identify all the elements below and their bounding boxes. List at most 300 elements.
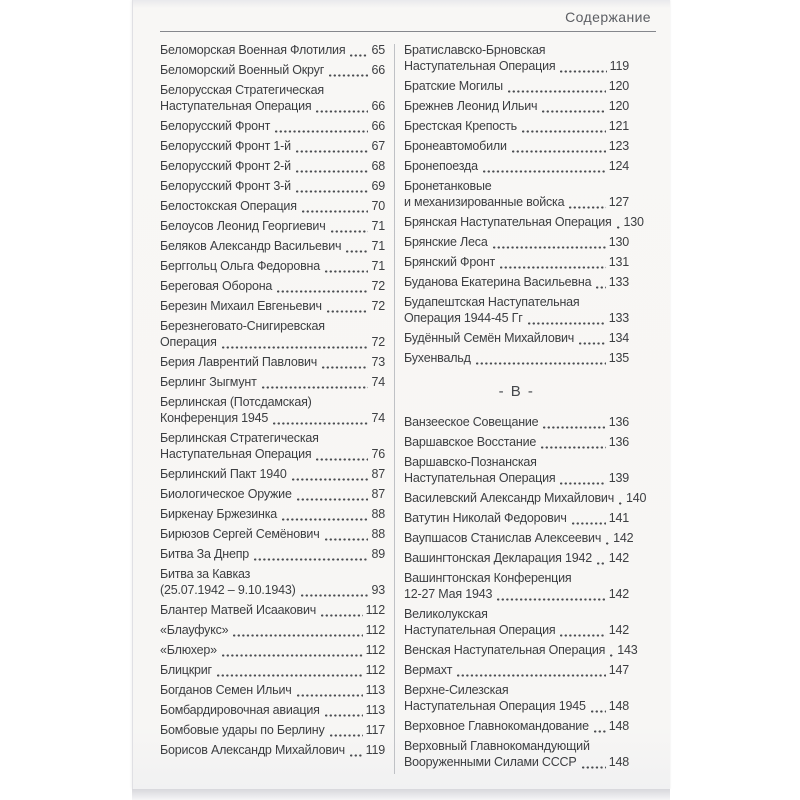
toc-entry [160,62,385,78]
toc-entry-page: 139 [608,471,629,485]
toc-entry [404,606,629,638]
toc-entry-page: 73 [371,355,385,369]
toc-entry [404,330,629,346]
toc-entry-lastline [160,622,385,638]
toc-entry-lastline [160,642,385,658]
toc-entry [160,198,385,214]
dot-leader [346,250,368,253]
dot-leader [327,310,369,313]
toc-entry-lastline [160,486,385,502]
toc-entry [404,78,629,94]
toc-entry-page: 120 [608,99,629,113]
toc-entry-title: Будённый Семён Михайлович [404,331,575,345]
toc-entry-page: 66 [371,119,385,133]
toc-entry-page: 142 [608,551,629,565]
dot-leader [262,386,369,389]
toc-entry-title: Варшавское Восстание [404,435,537,449]
toc-entry-title: Белорусский Фронт 2-й [160,159,291,173]
toc-entry-title: Вермахт [404,663,453,677]
toc-entry-page: 135 [608,351,629,365]
toc-entry [404,234,629,250]
toc-entry-page: 74 [371,375,385,389]
dot-leader [325,538,369,541]
toc-entry-title: Брянские Леса [404,235,488,249]
toc-entry-title: Беломорский Военный Округ [160,63,325,77]
toc-entry-lastline [404,158,629,174]
toc-entry [160,318,385,350]
toc-entry-page: 88 [371,527,385,541]
toc-entry-lastline [160,334,385,350]
toc-entry-page: 65 [371,43,385,57]
toc-entry-page: 142 [608,623,629,637]
toc-entry-page: 133 [608,311,629,325]
toc-entry [160,642,385,658]
toc-entry [404,214,644,230]
toc-entry [160,138,385,154]
toc-entry-page: 112 [365,623,385,637]
toc-entry-title: Белорусский Фронт 3-й [160,179,291,193]
toc-entry-lastline [160,662,385,678]
toc-entry-lastline [404,530,634,546]
toc-entry [160,118,385,134]
toc-entry [404,274,629,290]
toc-entry-lastline [160,526,385,542]
toc-entry-lastline [160,446,385,462]
toc-entry [404,642,638,658]
toc-entry [160,662,385,678]
toc-entry-page: 120 [608,79,629,93]
toc-entry-title: Беломорская Военная Флотилия [160,43,346,57]
toc-entry-page: 72 [371,279,385,293]
toc-entry [404,662,629,678]
toc-entry-title: Берия Лаврентий Павлович [160,355,318,369]
toc-entry-title: Наступательная Операция 1945 [404,699,586,713]
toc-entry-title: Береговая Оборона [160,279,273,293]
toc-entry-title: Братские Могилы [404,79,503,93]
dot-leader [350,54,368,57]
toc-entry-title: Берлинг Зыгмунт [160,375,257,389]
toc-entry-title: Биркенау Бржезинка [160,507,278,521]
toc-entry-lastline [404,350,629,366]
toc-entry [160,722,385,738]
toc-entry-title-line: Верховный Главнокомандующий [404,739,590,753]
toc-entry-page: 87 [371,467,385,481]
toc-entry-title-line: Березнеговато-Снигиревская [160,319,325,333]
toc-entry-title: Брестская Крепость [404,119,517,133]
toc-entry-title: «Блюхер» [160,643,217,657]
toc-entry-page: 67 [371,139,385,153]
toc-entry-page: 76 [371,447,385,461]
dot-leader [483,170,606,173]
toc-entry-page: 147 [608,663,629,677]
toc-entry-lastline [404,470,629,486]
toc-entry [160,742,385,758]
toc-entry-lastline [160,98,385,114]
dot-leader [560,70,606,73]
dot-leader [330,734,363,737]
toc-entry-page: 124 [608,159,629,173]
toc-entry-title: Наступательная Операция [404,59,556,73]
dot-leader [331,230,369,233]
toc-entry-title: (25.07.1942 – 9.10.1943) [160,583,296,597]
toc-entry-lastline [404,214,644,230]
toc-entry-title: Бирюзов Сергей Семёнович [160,527,320,541]
toc-entry [160,622,385,638]
toc-entry-lastline [404,58,629,74]
toc-entry [160,486,385,502]
toc-entry-title: Белорусский Фронт 1-й [160,139,291,153]
toc-entry-page: 140 [626,491,647,505]
dot-leader [325,714,363,717]
toc-entry-title: Вашингтонская Декларация 1942 [404,551,592,565]
toc-entry-title: Бомбовые удары по Берлину [160,723,325,737]
toc-entry [404,490,647,506]
dot-leader [522,130,606,133]
dot-leader [591,710,606,713]
toc-entry-title: Верховное Главнокомандование [404,719,589,733]
dot-leader [254,558,368,561]
toc-entry-lastline [404,138,629,154]
toc-entry-title-line: Великолукская [404,607,488,621]
toc-entry-lastline [160,374,385,390]
toc-entry-title-line: Битва за Кавказ [160,567,251,581]
toc-entry-title: Бронепоезда [404,159,478,173]
section-divider-v: - В - [498,383,535,400]
dot-leader [542,110,605,113]
toc-entry-title: Ваупшасов Станислав Алексеевич [404,531,602,545]
toc-entry-lastline [404,586,629,602]
toc-entry [404,350,629,366]
toc-entry-lastline [160,466,385,482]
dot-leader [497,598,606,601]
toc-entry-title: Наступательная Операция [160,99,312,113]
toc-entry-title-line: Варшавско-Познанская [404,455,537,469]
toc-entry-page: 71 [371,219,385,233]
toc-entry-page: 130 [623,215,644,229]
toc-entry [160,42,385,58]
toc-entry [160,466,385,482]
toc-entry [160,258,385,274]
dot-leader [325,270,368,273]
toc-entry [404,414,629,430]
toc-entry-title: Блицкриг [160,663,212,677]
toc-entry-page: 143 [617,643,638,657]
dot-leader [610,654,614,657]
dot-leader [528,322,606,325]
toc-entry-page: 130 [608,235,629,249]
toc-entry-lastline [404,310,629,326]
toc-entry-page: 127 [608,195,629,209]
dot-leader [297,498,369,501]
dot-leader [617,226,621,229]
dot-leader [321,614,363,617]
dot-leader [560,482,605,485]
toc-entry-page: 134 [608,331,629,345]
toc-entry [404,454,629,486]
toc-entry [160,430,385,462]
toc-entry-lastline [160,506,385,522]
toc-entry [404,42,629,74]
toc-entry-page: 119 [365,743,385,757]
dot-leader [296,150,369,153]
dot-leader [273,422,368,425]
toc-entry-lastline [160,278,385,294]
toc-entry [160,602,385,618]
toc-entry-page: 87 [371,487,385,501]
dot-leader [597,562,606,565]
toc-entry-title: Битва За Днепр [160,547,250,561]
header-rule [160,31,656,32]
dot-leader [277,290,368,293]
toc-entry [404,138,629,154]
toc-entry-lastline [160,198,385,214]
dot-leader [292,478,369,481]
book-page [132,0,670,789]
toc-entry-title-line: Берлинская Стратегическая [160,431,319,445]
toc-entry [160,278,385,294]
toc-entry-title: Блантер Матвей Исаакович [160,603,317,617]
toc-entry-title: и механизированные войска [404,195,565,209]
toc-entry-lastline [160,354,385,370]
dot-leader [222,346,369,349]
toc-entry-page: 66 [371,99,385,113]
toc-entry-page: 69 [371,179,385,193]
toc-entry-title-line: Братиславско-Брновская [404,43,546,57]
toc-entry-page: 88 [371,507,385,521]
toc-entry-lastline [160,602,385,618]
toc-entry [160,374,385,390]
dot-leader [572,522,606,525]
toc-entry [404,718,629,734]
toc-entry [404,118,629,134]
dot-leader [296,190,369,193]
toc-entry-title: Операция 1944-45 Гг [404,311,523,325]
dot-leader [582,766,606,769]
toc-entry-title: Венская Наступательная Операция [404,643,606,657]
dot-leader [297,694,363,697]
toc-entry-page: 93 [371,583,385,597]
toc-entry-title: Брежнев Леонид Ильич [404,99,538,113]
toc-entry-lastline [160,158,385,174]
toc-entry-title: Белорусский Фронт [160,119,271,133]
dot-leader [541,446,606,449]
toc-entry-page: 70 [371,199,385,213]
dot-leader [316,110,368,113]
toc-entry-lastline [404,622,629,638]
toc-entry-title: Наступательная Операция [160,447,312,461]
toc-entry-lastline [160,722,385,738]
toc-entry-lastline [404,510,629,526]
toc-entry-lastline [160,546,385,562]
toc-entry-page: 71 [371,259,385,273]
toc-entry [404,98,629,114]
toc-entry [160,354,385,370]
toc-entry-lastline [404,118,629,134]
toc-entry-title: Буданова Екатерина Васильевна [404,275,592,289]
toc-entry-page: 71 [371,239,385,253]
toc-entry [160,702,385,718]
toc-entry-lastline [404,414,629,430]
dot-leader [560,634,605,637]
dot-leader [275,130,368,133]
toc-entry-lastline [404,234,629,250]
toc-entry [160,218,385,234]
toc-entry-lastline [404,642,638,658]
toc-entry-title: Брянский Фронт [404,255,496,269]
toc-entry-title: Бухенвальд [404,351,471,365]
toc-entry-page: 121 [608,119,629,133]
toc-entry-lastline [160,62,385,78]
dot-leader [457,674,606,677]
toc-entry-title-line: Белорусская Стратегическая [160,83,324,97]
toc-entry-lastline [404,698,629,714]
toc-entry-lastline [160,410,385,426]
toc-entry [160,394,385,426]
toc-entry-lastline [404,434,629,450]
dot-leader [512,150,606,153]
dot-leader [282,518,368,521]
toc-entry-lastline [160,702,385,718]
dot-leader [493,246,606,249]
toc-entry-title: Богданов Семен Ильич [160,683,292,697]
toc-entry-lastline [160,238,385,254]
toc-entry-page: 148 [608,699,629,713]
toc-entry-page: 113 [365,703,385,717]
toc-entry [160,566,385,598]
toc-entry [160,682,385,698]
toc-entry-title-line: Будапештская Наступательная [404,295,580,309]
toc-entry-lastline [404,78,629,94]
toc-column-right [404,42,647,774]
page-header [133,0,670,27]
dot-leader [543,426,605,429]
toc-entry [160,298,385,314]
toc-entry-lastline [160,42,385,58]
toc-entry-title: Брянская Наступательная Операция [404,215,612,229]
dot-leader [322,366,368,369]
toc-entry-lastline [160,582,385,598]
toc-entry-title-line: Верхне-Силезская [404,683,509,697]
toc-entry [160,238,385,254]
toc-entry-page: 133 [608,275,629,289]
page-bottom-edge [132,789,670,800]
dot-leader [619,502,623,505]
dot-leader [329,74,368,77]
toc-entry-page: 74 [371,411,385,425]
toc-entry-title: Белостокская Операция [160,199,297,213]
toc-entry-page: 72 [371,335,385,349]
toc-entry-title: Вооруженными Силами СССР [404,755,577,769]
toc-entry-page: 136 [608,435,629,449]
dot-leader [579,342,606,345]
toc-entry-title: Операция [160,335,217,349]
column-divider [394,44,395,774]
toc-entry-title: Бронеавтомобили [404,139,507,153]
dot-leader [500,266,606,269]
toc-entry-page: 141 [608,511,629,525]
toc-entry-lastline [160,138,385,154]
dot-leader [316,458,368,461]
dot-leader [594,730,606,733]
toc-entry [404,510,629,526]
toc-entry-title-line: Берлинская (Потсдамская) [160,395,312,409]
toc-entry-page: 89 [371,547,385,561]
toc-entry-title: Василевский Александр Михайлович [404,491,615,505]
toc-columns [160,42,670,774]
toc-entry [404,434,629,450]
toc-entry-title: 12-27 Мая 1943 [404,587,493,601]
dot-leader [296,170,369,173]
dot-leader [302,210,369,213]
toc-entry-page: 148 [608,719,629,733]
dot-leader [476,362,606,365]
toc-entry-lastline [404,274,629,290]
toc-entry-title: Бомбардировочная авиация [160,703,320,717]
toc-entry [404,682,629,714]
toc-entry-title: Берггольц Ольга Федоровна [160,259,320,273]
toc-entry-title: Биологическое Оружие [160,487,292,501]
toc-entry-page: 142 [608,587,629,601]
toc-entry [160,158,385,174]
toc-entry-title: «Блауфукс» [160,623,229,637]
toc-entry-lastline [404,98,629,114]
toc-entry-page: 117 [365,723,385,737]
toc-entry [404,550,629,566]
toc-entry-page: 148 [608,755,629,769]
toc-entry-page: 113 [365,683,385,697]
toc-entry-page: 131 [608,255,629,269]
toc-entry-title-line: Вашингтонская Конференция [404,571,572,585]
dot-leader [217,674,363,677]
toc-entry [404,158,629,174]
toc-entry-lastline [404,718,629,734]
toc-entry-title: Берлинский Пакт 1940 [160,467,287,481]
toc-entry [404,294,629,326]
toc-entry-title: Белоусов Леонид Георгиевич [160,219,326,233]
toc-entry-title: Березин Михаил Евгеньевич [160,299,322,313]
toc-entry-page: 112 [365,603,385,617]
dot-leader [301,594,369,597]
toc-entry-page: 112 [365,663,385,677]
toc-entry [404,254,629,270]
toc-entry-lastline [404,254,629,270]
dot-leader [222,654,363,657]
toc-entry [404,570,629,602]
toc-entry-lastline [160,118,385,134]
toc-entry-lastline [404,490,647,506]
toc-entry [160,82,385,114]
toc-entry-page: 68 [371,159,385,173]
toc-entry [160,506,385,522]
dot-leader [233,634,362,637]
toc-entry-lastline [404,330,629,346]
dot-leader [508,90,606,93]
toc-entry-lastline [160,178,385,194]
toc-entry [160,546,385,562]
toc-entry-title-line: Бронетанковые [404,179,492,193]
toc-entry-title: Беляков Александр Васильевич [160,239,342,253]
toc-entry-lastline [404,754,629,770]
toc-entry-page: 72 [371,299,385,313]
toc-entry [404,178,629,210]
page-header-title: Содержание [565,9,651,25]
toc-entry-title: Конференция 1945 [160,411,269,425]
toc-entry-lastline [404,662,629,678]
toc-entry-title: Борисов Александр Михайлович [160,743,345,757]
toc-entry-page: 112 [365,643,385,657]
toc-entry-page: 136 [608,415,629,429]
toc-entry-page: 119 [609,59,629,73]
